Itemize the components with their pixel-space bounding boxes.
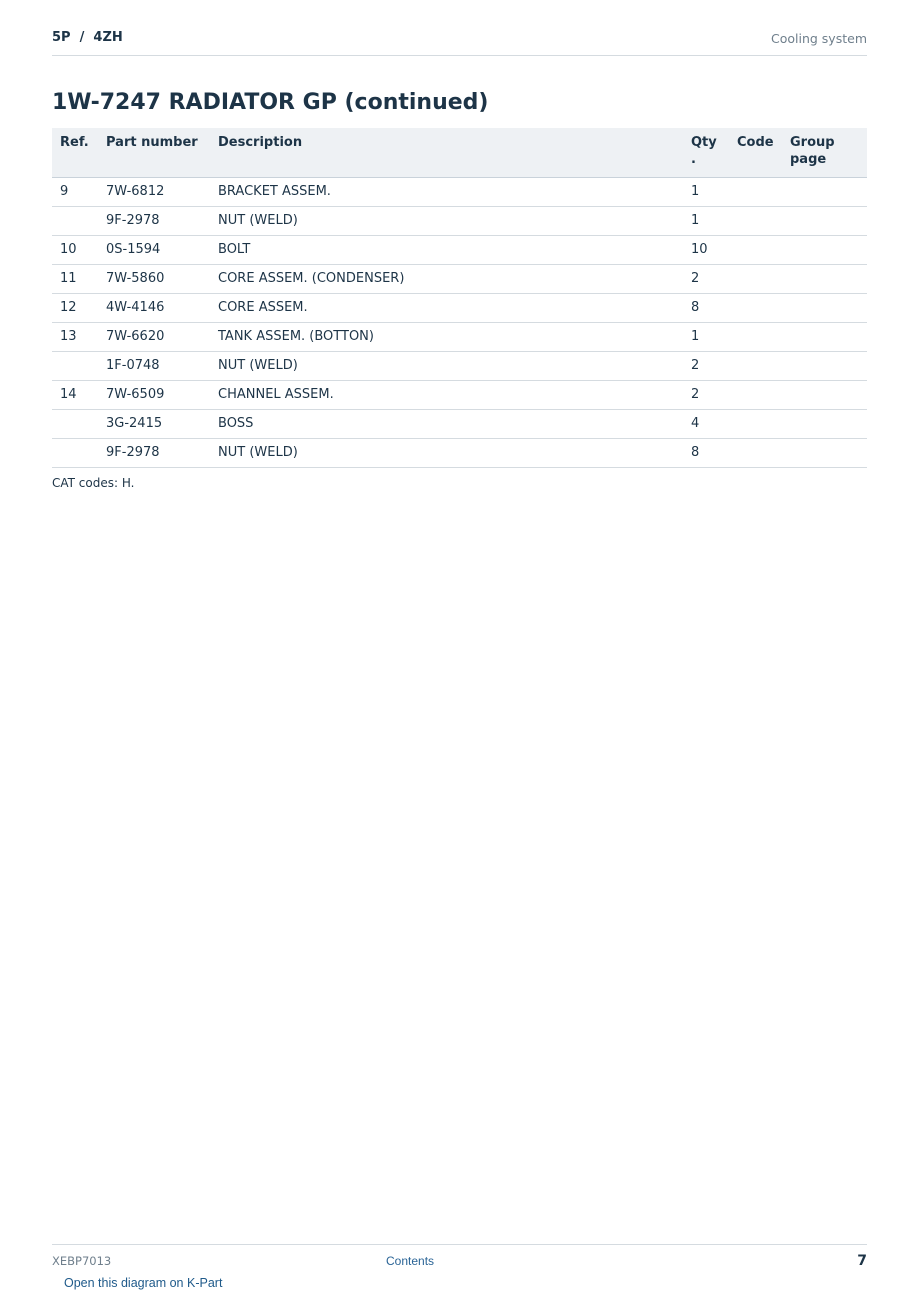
column-header-qty: Qty .: [683, 128, 729, 178]
cell-part-number: 0S-1594: [98, 236, 210, 265]
cell-description: BOLT: [210, 236, 683, 265]
cell-qty: 10: [683, 236, 729, 265]
cell-code: [729, 439, 782, 468]
cell-code: [729, 178, 782, 207]
cell-ref: [52, 352, 98, 381]
cell-group-page: [782, 265, 867, 294]
section-label: Cooling system: [771, 31, 867, 46]
cell-qty: 2: [683, 265, 729, 294]
cell-description: CORE ASSEM. (CONDENSER): [210, 265, 683, 294]
cell-group-page: [782, 178, 867, 207]
open-kpart-link[interactable]: Open this diagram on K-Part: [64, 1276, 223, 1290]
cell-code: [729, 352, 782, 381]
table-row: [52, 410, 867, 439]
cell-description: NUT (WELD): [210, 207, 683, 236]
page-header: [52, 28, 867, 56]
column-header-code: Code: [729, 128, 782, 178]
cell-ref: [52, 439, 98, 468]
cell-group-page: [782, 381, 867, 410]
cell-description: BRACKET ASSEM.: [210, 178, 683, 207]
cell-description: TANK ASSEM. (BOTTON): [210, 323, 683, 352]
cell-qty: 2: [683, 381, 729, 410]
table-row: [52, 236, 867, 265]
cat-codes-note: CAT codes: H.: [52, 476, 135, 490]
table-header-row: [52, 128, 867, 178]
cell-part-number: 7W-6812: [98, 178, 210, 207]
cell-qty: 4: [683, 410, 729, 439]
cell-code: [729, 294, 782, 323]
cell-ref: [52, 410, 98, 439]
cell-group-page: [782, 439, 867, 468]
cell-description: CORE ASSEM.: [210, 294, 683, 323]
cell-qty: 8: [683, 439, 729, 468]
cell-part-number: 9F-2978: [98, 439, 210, 468]
cell-code: [729, 265, 782, 294]
cell-qty: 1: [683, 178, 729, 207]
cell-group-page: [782, 323, 867, 352]
cell-part-number: 3G-2415: [98, 410, 210, 439]
part-group-name: 1W-7247 RADIATOR GP: [52, 90, 337, 115]
table-row: [52, 178, 867, 207]
column-header-ref: Ref.: [52, 128, 98, 178]
table-row: [52, 439, 867, 468]
cell-part-number: 7W-5860: [98, 265, 210, 294]
table-row: [52, 207, 867, 236]
cell-group-page: [782, 207, 867, 236]
cell-part-number: 1F-0748: [98, 352, 210, 381]
cell-ref: 9: [52, 178, 98, 207]
cell-ref: [52, 207, 98, 236]
cell-ref: 14: [52, 381, 98, 410]
column-header-part-number: Part number: [98, 128, 210, 178]
cell-ref: 10: [52, 236, 98, 265]
cell-description: NUT (WELD): [210, 352, 683, 381]
cell-description: CHANNEL ASSEM.: [210, 381, 683, 410]
cell-description: NUT (WELD): [210, 439, 683, 468]
cell-description: BOSS: [210, 410, 683, 439]
cell-group-page: [782, 410, 867, 439]
column-header-group-page: Group page: [782, 128, 867, 178]
page-title: [52, 90, 488, 115]
cell-qty: 8: [683, 294, 729, 323]
cell-part-number: 9F-2978: [98, 207, 210, 236]
table-row: [52, 323, 867, 352]
cell-qty: 1: [683, 323, 729, 352]
page-number: 7: [857, 1253, 867, 1269]
cell-code: [729, 207, 782, 236]
contents-link[interactable]: Contents: [386, 1254, 435, 1268]
cell-code: [729, 323, 782, 352]
parts-table: [52, 128, 867, 468]
cell-ref: 12: [52, 294, 98, 323]
table-row: [52, 294, 867, 323]
page-footer: [52, 1244, 867, 1274]
cell-ref: 13: [52, 323, 98, 352]
cell-part-number: 4W-4146: [98, 294, 210, 323]
cell-ref: 11: [52, 265, 98, 294]
cell-part-number: 7W-6509: [98, 381, 210, 410]
cell-part-number: 7W-6620: [98, 323, 210, 352]
title-suffix: (continued): [336, 90, 489, 115]
document-id: XEBP7013: [52, 1254, 112, 1268]
cell-code: [729, 236, 782, 265]
cell-qty: 1: [683, 207, 729, 236]
cell-code: [729, 381, 782, 410]
column-header-description: Description: [210, 128, 683, 178]
cell-group-page: [782, 352, 867, 381]
table-row: [52, 352, 867, 381]
model-label: 5P / 4ZH: [52, 30, 123, 45]
cell-group-page: [782, 236, 867, 265]
cell-group-page: [782, 294, 867, 323]
cell-qty: 2: [683, 352, 729, 381]
cell-code: [729, 410, 782, 439]
table-row: [52, 381, 867, 410]
table-row: [52, 265, 867, 294]
